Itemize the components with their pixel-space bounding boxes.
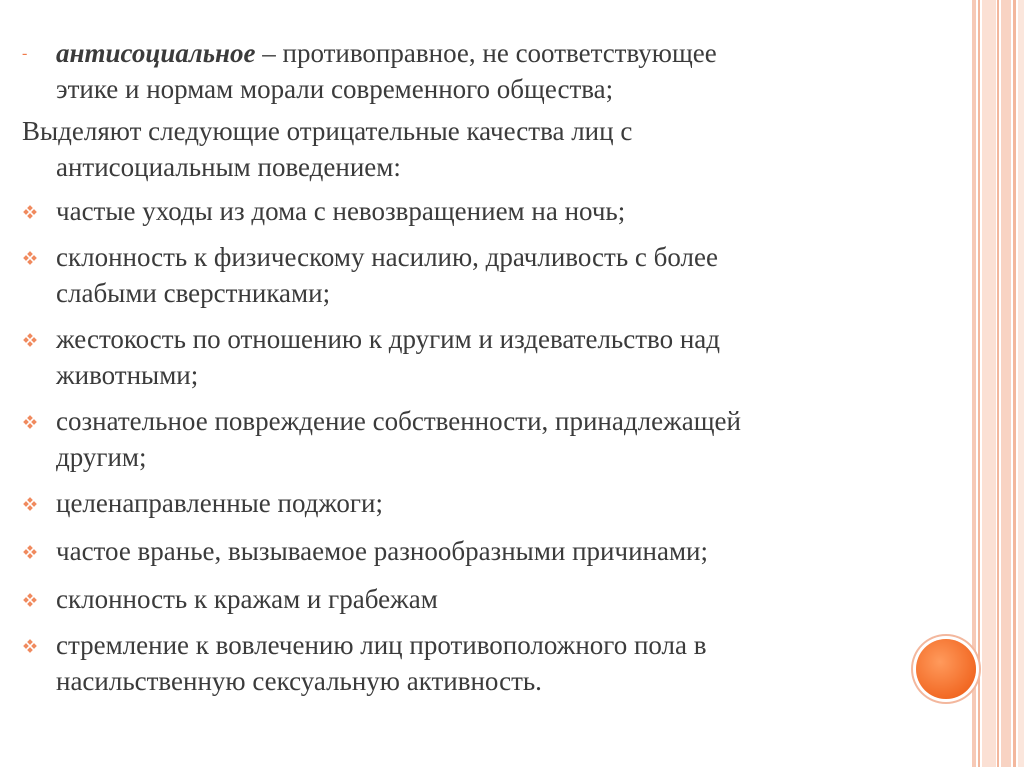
diamond-bullet-icon xyxy=(24,498,36,510)
decorative-circle xyxy=(916,639,976,699)
bullet-item-line-1: частые уходы из дома с невозвращением на ночь; xyxy=(56,196,626,226)
intro-line-1 xyxy=(56,36,717,71)
lead-line-2: антисоциальным поведением: xyxy=(56,152,401,182)
bullet-item-line-1: жестокость по отношению к другим и издевательство над xyxy=(56,324,721,354)
bullet-item-line-2: насильственную сексуальную активность. xyxy=(56,666,542,696)
dash-bullet-icon: - xyxy=(22,45,28,62)
bullet-item-line-1: склонность к кражам и грабежам xyxy=(56,584,438,614)
diamond-bullet-icon xyxy=(24,640,36,652)
diamond-bullet-icon xyxy=(24,206,36,218)
diamond-bullet-icon xyxy=(24,546,36,558)
diamond-bullet-icon xyxy=(24,416,36,428)
lead-line-1: Выделяют следующие отрицательные качества лиц с xyxy=(22,116,633,146)
bullet-item-line-2: слабыми сверстниками; xyxy=(56,278,331,308)
decorative-stripes xyxy=(972,0,1024,767)
bullet-item-line-1: сознательное повреждение собственности, принадлежащей xyxy=(56,406,741,436)
bullet-item-line-1: частое вранье, вызываемое разнообразными причинами; xyxy=(56,536,708,566)
diamond-bullet-icon xyxy=(24,252,36,264)
bullet-item-line-2: другим; xyxy=(56,442,147,472)
bullet-item-line-1: стремление к вовлечению лиц противоположного пола в xyxy=(56,630,707,660)
intro-line-2: этике и нормам морали современного общества; xyxy=(56,74,614,104)
bullet-item-line-1: целенаправленные поджоги; xyxy=(56,488,383,518)
bullet-item-line-1: склонность к физическому насилию, драчливость с более xyxy=(56,242,718,272)
intro-definition: – противоправное, не соответствующее xyxy=(255,38,717,68)
diamond-bullet-icon xyxy=(24,594,36,606)
diamond-bullet-icon xyxy=(24,334,36,346)
bullet-item-line-2: животными; xyxy=(56,360,199,390)
intro-term: антисоциальное xyxy=(56,38,256,68)
